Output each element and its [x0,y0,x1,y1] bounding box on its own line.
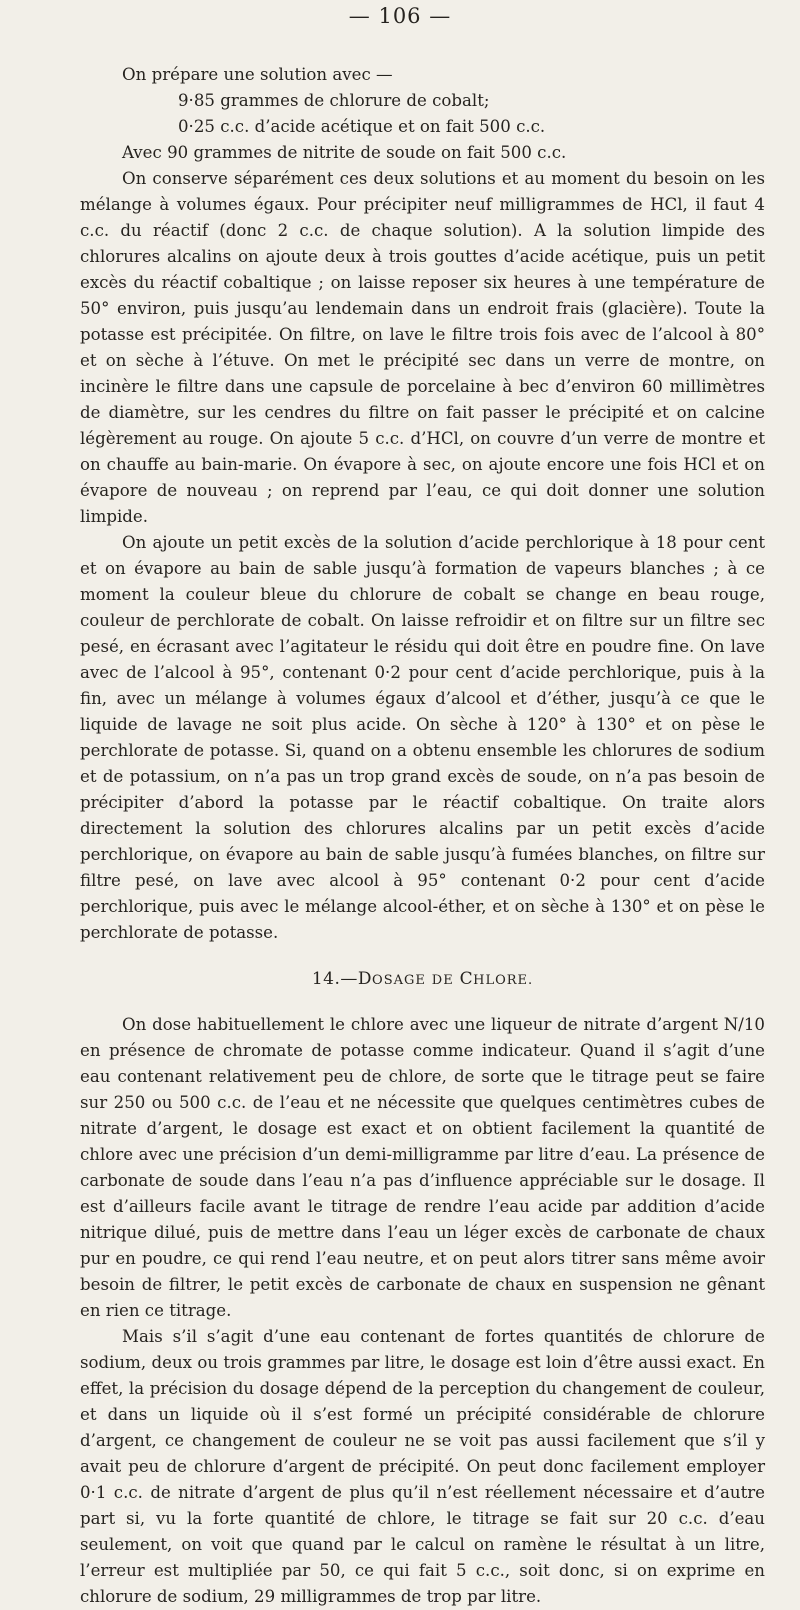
heading-word-hlore: HLORE. [473,973,534,988]
nitrite-line: Avec 90 grammes de nitrite de soude on fait 500 c.c. [122,143,567,162]
formula-line-cobalt: 9·85 grammes de chlorure de cobalt; [178,91,490,110]
paragraph-high-chloride: Mais s’il s’agit d’une eau contenant de fortes quantités de chlorure de sodium, deux ou trois grammes par litre, le dosage est loin d’être aussi exact. En effet, la précision du dosage dépend de la perception du changement de couleur, et dans un liquide où il s’est formé un précipité considérable de chlorure d’argent, ce changement de couleur ne se voit pas aussi facilement que s’il y avait peu de chlorure d’argent de précipité. On peut donc facilement employer 0·1 c.c. de nitrate d’argent de plus qu’il n’est réellement nécessaire et d’autre part si, vu la forte quantité de chlore, le titrage se fait sur 20 c.c. d’eau seulement, on voit que quand par le calcul on ramène le résultat à un litre, l’erreur est multipliée par 50, ce qui fait 5 c.c., soit donc, si on exprime en chlorure de sodium, 29 milligrammes de trop par litre. [80,1327,765,1606]
page-body [80,62,765,1610]
section-number: 14.— [311,969,358,989]
formula-line-acetic: 0·25 c.c. d’acide acétique et on fait 500 c.c. [178,117,546,136]
heading-letter-c: C [459,969,474,989]
page-number: — 106 — [348,4,452,28]
heading-letter-d: D [357,969,373,989]
intro-line: On prépare une solution avec — [122,65,393,84]
heading-word-de: DE [431,973,454,988]
paragraph-reagent-procedure: On conserve séparément ces deux solutions et au moment du besoin on les mélange à volumes égaux. Pour précipiter neuf milligrammes de HCl, il faut 4 c.c. du réactif (donc 2 c.c. de chaque solution). A la solution limpide des chlorures alcalins on ajoute deux à trois gouttes d’acide acétique, puis un petit excès du réactif cobaltique ; on laisse reposer six heures à une température de 50° environ, puis jusqu’au lendemain dans un endroit frais (glacière). Toute la potasse est précipitée. On filtre, on lave le filtre trois fois avec de l’alcool à 80° et on sèche à l’étuve. On met le précipité sec dans un verre de montre, on incinère le filtre dans une capsule de porcelaine à bec d’environ 60 millimètres de diamètre, sur les cendres du filtre on fait passer le précipité et on calcine légèrement au rouge. On ajoute 5 c.c. d’HCl, on couvre d’un verre de montre et on chauffe au bain-marie. On évapore à sec, on ajoute encore une fois HCl et on évapore de nouveau ; on reprend par l’eau, ce qui doit donner une solution limpide. [80,169,765,526]
section-heading [80,966,765,994]
paragraph-chlorine-titration: On dose habituellement le chlore avec une liqueur de nitrate d’argent N/10 en présence de chromate de potasse comme indicateur. Quand il s’agit d’une eau contenant relativement peu de chlore, de sorte que le titrage peut se faire sur 250 ou 500 c.c. de l’eau et ne nécessite que quelques centimètres cubes de nitrate d’argent, le dosage est exact et on obtient facilement la quantité de chlore avec une précision d’un demi-milligramme par litre d’eau. La présence de carbonate de soude dans l’eau n’a pas d’influence appréciable sur le dosage. Il est d’ailleurs facile avant le titrage de rendre l’eau acide par addition d’acide nitrique dilué, puis de mettre dans l’eau un léger excès de carbonate de chaux pur en poudre, ce qui rend l’eau neutre, et on peut alors titrer sans même avoir besoin de filtrer, le petit excès de carbonate de chaux en suspension ne gênant en rien ce titrage. [80,1015,765,1320]
heading-word-osage: OSAGE [372,973,426,988]
paragraph-perchloric: On ajoute un petit excès de la solution d’acide perchlorique à 18 pour cent et on évapore au bain de sable jusqu’à formation de vapeurs blanches ; à ce moment la couleur bleue du chlorure de cobalt se change en beau rouge, couleur de perchlorate de cobalt. On laisse refroidir et on filtre sur un filtre sec pesé, en écrasant avec l’agitateur le résidu qui doit être en poudre fine. On lave avec de l’alcool à 95°, contenant 0·2 pour cent d’acide perchlorique, puis à la fin, avec un mélange à volumes égaux d’alcool et d’éther, jusqu’à ce que le liquide de lavage ne soit plus acide. On sèche à 120° à 130° et on pèse le perchlorate de potasse. Si, quand on a obtenu ensemble les chlorures de sodium et de potassium, on n’a pas un trop grand excès de soude, on n’a pas besoin de précipiter d’abord la potasse par le réactif cobaltique. On traite alors directement la solution des chlorures alcalins par un petit excès d’acide perchlorique, on évapore au bain de sable jusqu’à fumées blanches, on filtre sur filtre pesé, on lave avec alcool à 95° contenant 0·2 pour cent d’acide perchlorique, puis avec le mélange alcool-éther, et on sèche à 130° et on pèse le perchlorate de potasse. [80,533,765,942]
